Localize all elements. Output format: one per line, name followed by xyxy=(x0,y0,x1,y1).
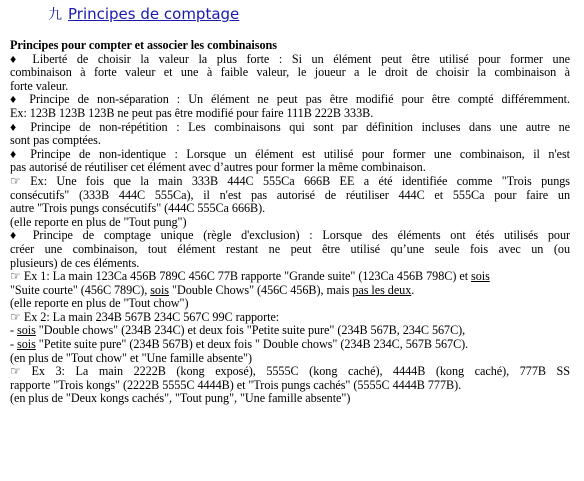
example-line: (elle reporte en plus de "Tout pung") xyxy=(10,214,187,229)
principle-non-separation xyxy=(10,93,570,120)
principle-liberty xyxy=(10,53,570,94)
text-span: - xyxy=(10,337,18,352)
text-line: Ex: 123B 123B 123B ne peut pas être modifié pour faire 111B 222B 333B. xyxy=(10,105,374,120)
text-line: plusieurs) de ces éléments. xyxy=(10,255,140,270)
page-header xyxy=(48,4,239,24)
text-line: ♦ Principe de non-répétition : Les combinaisons qui sont par définition incluses dans une autre ne xyxy=(10,120,570,134)
example-2-line: (en plus de "Tout chow" et "Une famille absente") xyxy=(10,350,252,365)
text-span: "Suite courte" (456C 789C), xyxy=(10,282,151,297)
example-1-line: (elle reporte en plus de "Tout chow") xyxy=(10,296,189,311)
text-line: pas autorisé de réutiliser cet élément avec d’autres pour former la même combinaison. xyxy=(10,160,426,175)
example-1-line xyxy=(10,284,570,298)
text-span: "Petite suite pure" (234B 567B) et deux fois " Double chows" (234B 234C, 567B 567C). xyxy=(35,337,469,352)
kanji-nine-icon: 九 xyxy=(48,7,62,23)
example-line: consécutifs" (333B 444C 555Ca), il n'est pas autorisé de réutiliser 444C et 555Ca pour faire un xyxy=(10,188,570,202)
section-title: Principes pour compter et associer les combinaisons xyxy=(10,38,277,52)
principle-unique-counting xyxy=(10,229,570,311)
example-3 xyxy=(10,365,570,406)
text-span: . xyxy=(411,282,415,297)
text-span: "Double Chows" (456C 456B), mais xyxy=(169,282,353,297)
underlined-text: pas les deux xyxy=(352,282,412,297)
document-body xyxy=(10,39,570,406)
principle-non-repetition xyxy=(10,121,570,148)
underlined-text: sois xyxy=(150,282,170,297)
text-line: ♦ Principe de comptage unique (règle d'exclusion) : Lorsque des éléments ont étés utilisés pour xyxy=(10,229,570,243)
example-line: ☞ Ex: Une fois que la main 333B 444C 555Ca 666B EE a été identifiée comme "Trois pungs xyxy=(10,174,570,188)
example-2-line xyxy=(10,338,570,352)
example-3-line: rapporte "Trois kongs" (2222B 5555C 4444B) et "Trois pungs cachés" (5555C 4444B 777B). xyxy=(10,377,462,392)
underlined-text: sois xyxy=(17,323,36,338)
text-span: - xyxy=(10,323,18,338)
page-title-link[interactable]: Principes de comptage xyxy=(68,5,240,23)
text-line: forte valeur. xyxy=(10,78,69,93)
example-2-line xyxy=(10,324,570,338)
text-line: ♦ Principe de non-identique : Lorsque un élément est utilisé pour former une combinaison, il n'est xyxy=(10,147,570,161)
example-3-line: ☞ Ex 3: La main 2222B (kong exposé), 5555C (kong caché), 4444B (kong caché), 777B SS xyxy=(10,365,570,379)
example-3-line: (en plus de "Deux kongs cachés", "Tout pung", "Une famille absente") xyxy=(10,391,351,406)
underlined-text: sois xyxy=(471,269,490,284)
text-line: créer une combinaison, tout élément restant ne peut être utilisé qu’une seule fois avec un (ou xyxy=(10,242,570,256)
example-2-line: ☞ Ex 2: La main 234B 567B 234C 567C 99C rapporte: xyxy=(10,309,280,324)
underlined-text: sois xyxy=(17,337,36,352)
example-1-line xyxy=(10,270,570,284)
text-line: ♦ Liberté de choisir la valeur la plus forte : Si un élément peut être utilisé pour former une xyxy=(10,52,570,66)
text-line: combinaison à forte valeur et une à faible valeur, le joueur a le droit de choisir la combinaison à xyxy=(10,66,570,80)
text-line: ♦ Principe de non-séparation : Un élément ne peut pas être modifié pour être compté différemment. xyxy=(10,93,570,107)
text-span: "Double chows" (234B 234C) et deux fois "Petite suite pure" (234B 567B, 234C 567C), xyxy=(35,323,466,338)
example-line: autre "Trois pungs consécutifs" (444C 555Ca 666B). xyxy=(10,201,266,216)
text-span: ☞ Ex 1: La main 123Ca 456B 789C 456C 77B rapporte "Grande suite" (123Ca 456B 798C) et xyxy=(10,269,472,284)
text-line: sont pas comptées. xyxy=(10,133,101,148)
principle-non-identical xyxy=(10,148,570,230)
example-2 xyxy=(10,311,570,365)
